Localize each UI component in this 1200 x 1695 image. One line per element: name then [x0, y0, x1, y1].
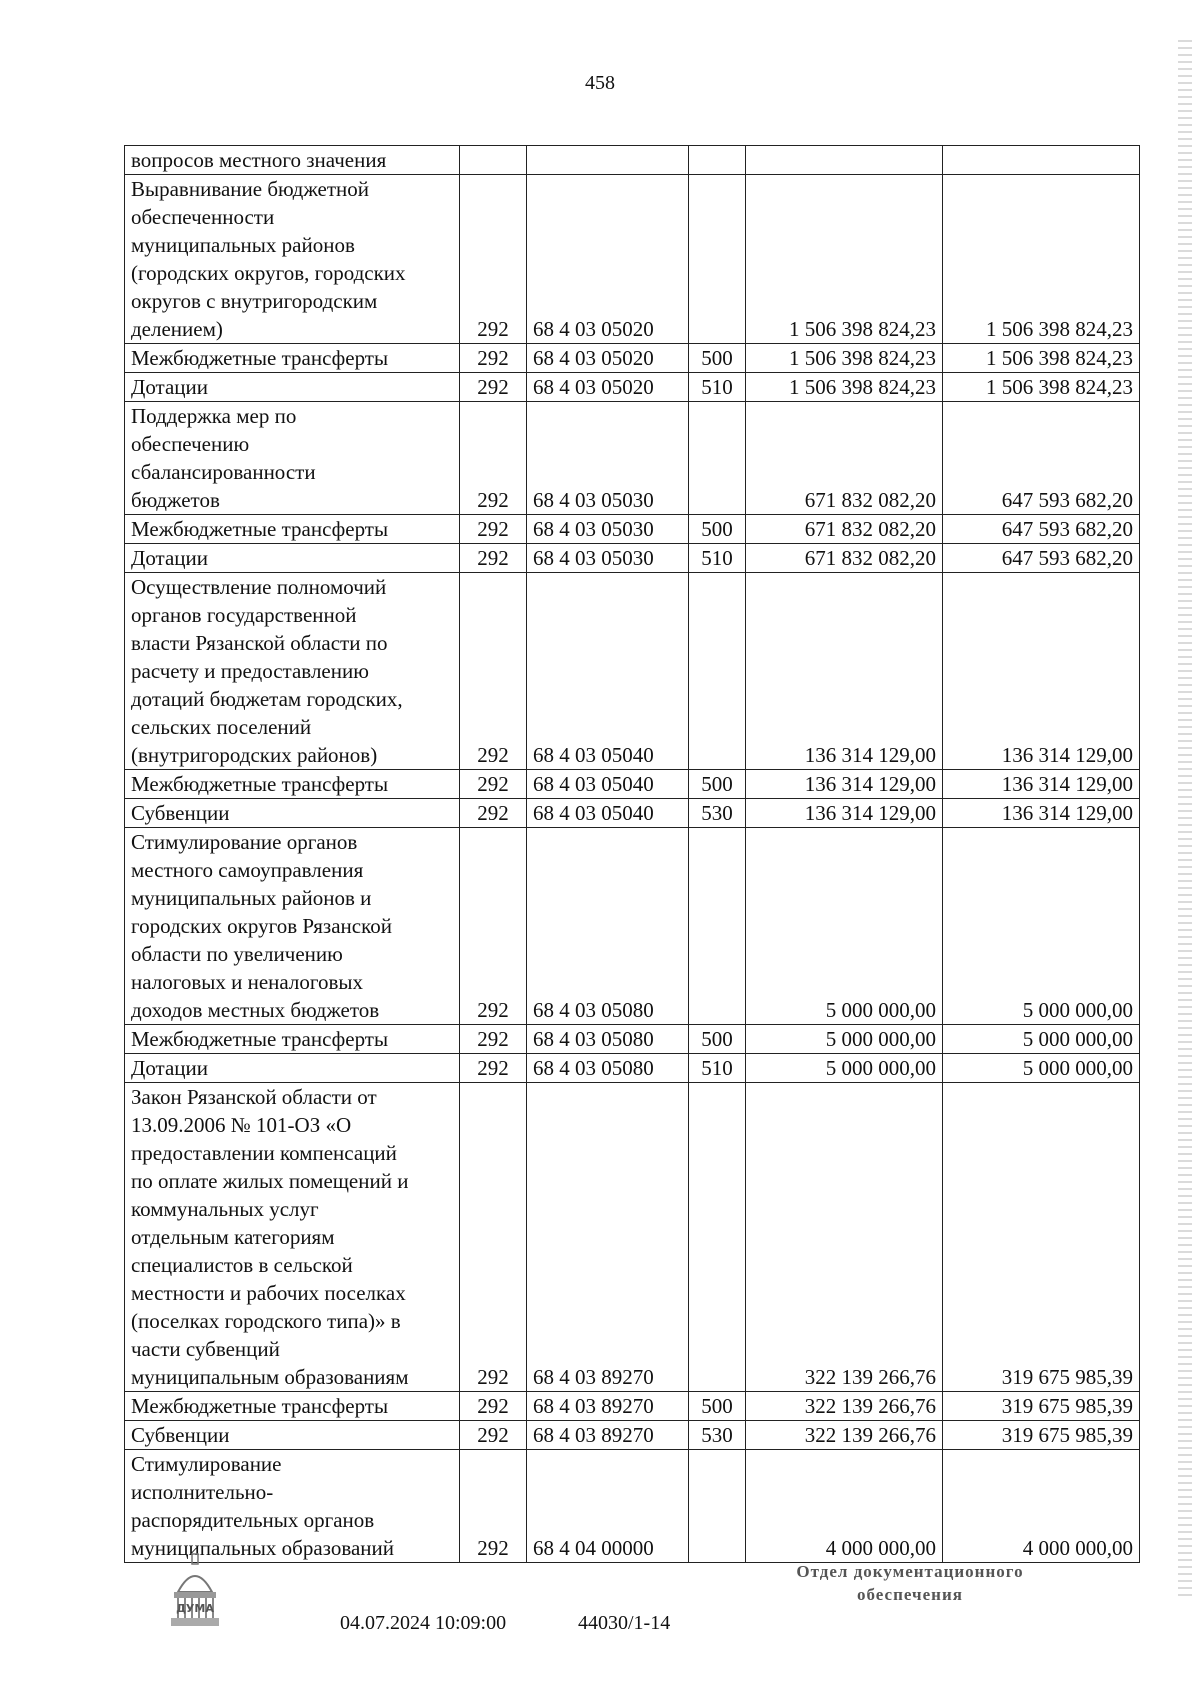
- name-line: доходов местных бюджетов: [131, 998, 380, 1022]
- table-row: [125, 1421, 1140, 1450]
- name-line: Межбюджетные трансферты: [131, 1027, 389, 1051]
- name-line: 13.09.2006 № 101-ОЗ «О: [131, 1113, 352, 1137]
- vr-cell: [689, 828, 746, 1025]
- vr-cell: 500: [689, 515, 746, 544]
- name-line: (поселках городского типа)» в: [131, 1309, 401, 1333]
- vr-cell: [689, 175, 746, 344]
- csr-cell: 68 4 03 05020: [527, 344, 689, 373]
- csr-cell: 68 4 03 05080: [527, 828, 689, 1025]
- name-line: (городских округов, городских: [131, 261, 406, 285]
- sum-2024-cell: 322 139 266,76: [746, 1421, 943, 1450]
- grbs-cell: 292: [460, 175, 527, 344]
- name-line: Поддержка мер по: [131, 404, 297, 428]
- sum-2024-cell: [746, 146, 943, 175]
- csr-cell: 68 4 03 05040: [527, 799, 689, 828]
- sum-2025-cell: [943, 146, 1140, 175]
- table-row: [125, 544, 1140, 573]
- vr-cell: 500: [689, 770, 746, 799]
- name-line: делением): [131, 317, 223, 341]
- sum-2025-cell: 136 314 129,00: [943, 799, 1140, 828]
- name-cell: [125, 573, 460, 770]
- page-number: 458: [585, 72, 615, 94]
- name-line: Межбюджетные трансферты: [131, 1394, 389, 1418]
- name-cell: [125, 373, 460, 402]
- sum-2025-cell: 319 675 985,39: [943, 1421, 1140, 1450]
- name-line: Дотации: [131, 375, 209, 399]
- sum-2024-cell: 671 832 082,20: [746, 402, 943, 515]
- name-cell: [125, 344, 460, 373]
- stamp-line-1: Отдел документационного: [796, 1562, 1024, 1581]
- name-line: предоставлении компенсаций: [131, 1141, 397, 1165]
- grbs-cell: 292: [460, 402, 527, 515]
- name-cell: [125, 515, 460, 544]
- grbs-cell: 292: [460, 344, 527, 373]
- name-line: Субвенции: [131, 1423, 230, 1447]
- name-cell: [125, 402, 460, 515]
- table-row: [125, 402, 1140, 515]
- sum-2025-cell: 647 593 682,20: [943, 544, 1140, 573]
- name-line: специалистов в сельской: [131, 1253, 353, 1277]
- vr-cell: 510: [689, 373, 746, 402]
- name-line: коммунальных услуг: [131, 1197, 319, 1221]
- name-line: обеспеченности: [131, 205, 275, 229]
- csr-cell: [527, 146, 689, 175]
- sum-2024-cell: 671 832 082,20: [746, 515, 943, 544]
- name-line: сбалансированности: [131, 460, 316, 484]
- grbs-cell: 292: [460, 1054, 527, 1083]
- table-row: [125, 515, 1140, 544]
- grbs-cell: 292: [460, 515, 527, 544]
- grbs-cell: 292: [460, 770, 527, 799]
- sum-2025-cell: 647 593 682,20: [943, 515, 1140, 544]
- name-line: местности и рабочих поселках: [131, 1281, 406, 1305]
- sum-2025-cell: 4 000 000,00: [943, 1450, 1140, 1563]
- grbs-cell: 292: [460, 373, 527, 402]
- scan-edge-artifact: [1178, 40, 1192, 1600]
- name-line: исполнительно-: [131, 1480, 274, 1504]
- name-line: вопросов местного значения: [131, 148, 387, 172]
- grbs-cell: 292: [460, 1025, 527, 1054]
- sum-2024-cell: 136 314 129,00: [746, 573, 943, 770]
- csr-cell: 68 4 03 05030: [527, 544, 689, 573]
- name-cell: [125, 1025, 460, 1054]
- table-row: [125, 828, 1140, 1025]
- name-line: органов государственной: [131, 603, 357, 627]
- table-row: [125, 373, 1140, 402]
- name-cell: [125, 1054, 460, 1083]
- name-line: области по увеличению: [131, 942, 343, 966]
- name-cell: [125, 799, 460, 828]
- sum-2024-cell: 1 506 398 824,23: [746, 373, 943, 402]
- grbs-cell: 292: [460, 799, 527, 828]
- sum-2024-cell: 1 506 398 824,23: [746, 344, 943, 373]
- name-line: Дотации: [131, 1056, 209, 1080]
- name-line: Межбюджетные трансферты: [131, 772, 389, 796]
- table-row: [125, 175, 1140, 344]
- name-line: Стимулирование органов: [131, 830, 358, 854]
- vr-cell: [689, 573, 746, 770]
- name-line: обеспечению: [131, 432, 250, 456]
- grbs-cell: 292: [460, 544, 527, 573]
- sum-2024-cell: 4 000 000,00: [746, 1450, 943, 1563]
- stamp-line-2: обеспечения: [857, 1585, 963, 1604]
- sum-2025-cell: 1 506 398 824,23: [943, 175, 1140, 344]
- grbs-cell: 292: [460, 828, 527, 1025]
- csr-cell: 68 4 03 05040: [527, 573, 689, 770]
- name-line: Закон Рязанской области от: [131, 1085, 377, 1109]
- name-line: Межбюджетные трансферты: [131, 346, 389, 370]
- csr-cell: 68 4 03 89270: [527, 1392, 689, 1421]
- sum-2025-cell: 136 314 129,00: [943, 770, 1140, 799]
- vr-cell: 500: [689, 1392, 746, 1421]
- sum-2025-cell: 319 675 985,39: [943, 1083, 1140, 1392]
- grbs-cell: 292: [460, 573, 527, 770]
- grbs-cell: 292: [460, 1083, 527, 1392]
- csr-cell: 68 4 03 89270: [527, 1421, 689, 1450]
- name-line: муниципальных образований: [131, 1536, 394, 1560]
- grbs-cell: 292: [460, 1392, 527, 1421]
- csr-cell: 68 4 03 05080: [527, 1025, 689, 1054]
- table-row: [125, 799, 1140, 828]
- name-line: муниципальных районов: [131, 233, 355, 257]
- vr-cell: 510: [689, 1054, 746, 1083]
- name-line: Межбюджетные трансферты: [131, 517, 389, 541]
- logo-text: ДУМА: [176, 1602, 214, 1615]
- name-line: Выравнивание бюджетной: [131, 177, 370, 201]
- grbs-cell: [460, 146, 527, 175]
- csr-cell: 68 4 03 05020: [527, 373, 689, 402]
- csr-cell: 68 4 03 05030: [527, 515, 689, 544]
- vr-cell: 530: [689, 799, 746, 828]
- vr-cell: 510: [689, 544, 746, 573]
- table-row: [125, 1083, 1140, 1392]
- sum-2025-cell: 136 314 129,00: [943, 573, 1140, 770]
- grbs-cell: 292: [460, 1421, 527, 1450]
- sum-2024-cell: 671 832 082,20: [746, 544, 943, 573]
- table-row: [125, 573, 1140, 770]
- name-cell: [125, 175, 460, 344]
- name-line: части субвенций: [131, 1337, 280, 1361]
- name-line: местного самоуправления: [131, 858, 364, 882]
- sum-2025-cell: 5 000 000,00: [943, 1054, 1140, 1083]
- sum-2025-cell: 1 506 398 824,23: [943, 373, 1140, 402]
- csr-cell: 68 4 03 05020: [527, 175, 689, 344]
- sum-2024-cell: 5 000 000,00: [746, 1054, 943, 1083]
- sum-2024-cell: 1 506 398 824,23: [746, 175, 943, 344]
- name-cell: [125, 146, 460, 175]
- sum-2024-cell: 136 314 129,00: [746, 770, 943, 799]
- grbs-cell: 292: [460, 1450, 527, 1563]
- vr-cell: [689, 146, 746, 175]
- table-row: [125, 1392, 1140, 1421]
- sum-2025-cell: 319 675 985,39: [943, 1392, 1140, 1421]
- table-row: [125, 1025, 1140, 1054]
- name-cell: [125, 770, 460, 799]
- name-line: распорядительных органов: [131, 1508, 375, 1532]
- vr-cell: 530: [689, 1421, 746, 1450]
- name-cell: [125, 1421, 460, 1450]
- sum-2024-cell: 5 000 000,00: [746, 828, 943, 1025]
- department-stamp: [760, 1560, 1060, 1606]
- footer-doc-number: 44030/1-14: [578, 1612, 671, 1634]
- sum-2024-cell: 322 139 266,76: [746, 1083, 943, 1392]
- name-line: сельских поселений: [131, 715, 312, 739]
- sum-2024-cell: 136 314 129,00: [746, 799, 943, 828]
- name-cell: [125, 1392, 460, 1421]
- name-cell: [125, 1083, 460, 1392]
- csr-cell: 68 4 03 89270: [527, 1083, 689, 1392]
- sum-2024-cell: 5 000 000,00: [746, 1025, 943, 1054]
- name-line: власти Рязанской области по: [131, 631, 388, 655]
- name-line: дотаций бюджетам городских,: [131, 687, 403, 711]
- vr-cell: [689, 1083, 746, 1392]
- table-row: [125, 770, 1140, 799]
- duma-logo-icon: [168, 1552, 222, 1630]
- csr-cell: 68 4 03 05040: [527, 770, 689, 799]
- table-row: [125, 344, 1140, 373]
- page-footer: [0, 1530, 1200, 1650]
- sum-2025-cell: 5 000 000,00: [943, 828, 1140, 1025]
- csr-cell: 68 4 03 05030: [527, 402, 689, 515]
- sum-2025-cell: 647 593 682,20: [943, 402, 1140, 515]
- name-line: муниципальным образованиям: [131, 1365, 409, 1389]
- name-line: Субвенции: [131, 801, 230, 825]
- budget-table: [124, 145, 1140, 1563]
- table-row: [125, 1054, 1140, 1083]
- csr-cell: 68 4 04 00000: [527, 1450, 689, 1563]
- name-line: Осуществление полномочий: [131, 575, 387, 599]
- name-line: отдельным категориям: [131, 1225, 335, 1249]
- name-line: городских округов Рязанской: [131, 914, 392, 938]
- sum-2025-cell: 5 000 000,00: [943, 1025, 1140, 1054]
- name-line: муниципальных районов и: [131, 886, 372, 910]
- table-row: [125, 146, 1140, 175]
- name-cell: [125, 828, 460, 1025]
- name-cell: [125, 544, 460, 573]
- name-line: налоговых и неналоговых: [131, 970, 363, 994]
- name-line: Дотации: [131, 546, 209, 570]
- vr-cell: 500: [689, 1025, 746, 1054]
- name-line: бюджетов: [131, 488, 220, 512]
- name-line: Стимулирование: [131, 1452, 282, 1476]
- name-line: по оплате жилых помещений и: [131, 1169, 409, 1193]
- name-line: расчету и предоставлению: [131, 659, 369, 683]
- sum-2025-cell: 1 506 398 824,23: [943, 344, 1140, 373]
- footer-timestamp: 04.07.2024 10:09:00: [340, 1612, 507, 1634]
- name-line: (внутригородских районов): [131, 743, 378, 767]
- name-line: округов с внутригородским: [131, 289, 378, 313]
- vr-cell: 500: [689, 344, 746, 373]
- sum-2024-cell: 322 139 266,76: [746, 1392, 943, 1421]
- vr-cell: [689, 402, 746, 515]
- csr-cell: 68 4 03 05080: [527, 1054, 689, 1083]
